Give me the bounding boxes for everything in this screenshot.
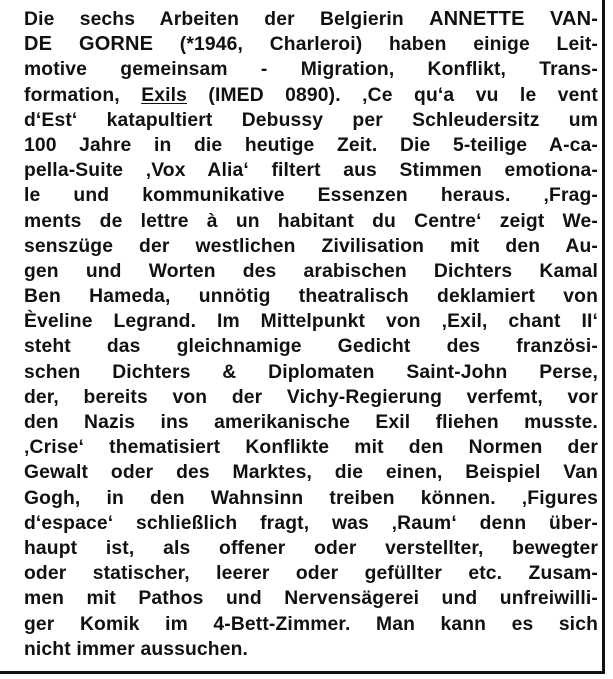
text-line-11: gen und Worten des arabischen Dichters Kamal (24, 260, 598, 282)
text-line-8: le und kommunikative Essenzen heraus. ‚Frag- (24, 185, 598, 207)
text-line-5: d‘Est‘ katapultiert Debussy per Schleudersitz um (24, 109, 598, 131)
composer-name-cont: DE GORNE (24, 33, 154, 56)
text-line-19: Gewalt oder des Marktes, die einen, Beispiel Van (24, 462, 598, 484)
catalog-number: (IMED 0890). ‚Ce qu‘a vu le vent (208, 84, 598, 106)
text-line-2 (24, 32, 598, 57)
text-line-24: men mit Pathos und Nervensägerei und unfreiwilli- (24, 588, 598, 610)
text-line-20: Gogh, in den Wahnsinn treiben können. ‚Figures (24, 487, 598, 509)
text-line-18: ‚Crise‘ thematisiert Konflikte mit den Normen der (24, 437, 598, 459)
text-line-13: Èveline Legrand. Im Mittelpunkt von ‚Exil, chant II‘ (24, 311, 598, 333)
text-line-3: motive gemeinsam - Migration, Konflikt, Trans- (24, 59, 598, 81)
composer-details: (*1946, Charleroi) haben einige Leit- (179, 34, 598, 56)
text-line-15: schen Dichters & Diplomaten Saint-John Perse, (24, 361, 598, 383)
composer-name: ANNETTE VAN- (429, 8, 599, 30)
text-line-4 (24, 83, 598, 108)
text-line-17: den Nazis ins amerikanische Exil fliehen musste. (24, 412, 598, 433)
text-line-14: steht das gleichnamige Gedicht des französi- (24, 336, 598, 358)
text-line-23: oder statischer, leerer oder gefüllter etc. Zusam- (24, 563, 598, 585)
intro-text: Die sechs Arbeiten der Belgierin (24, 9, 404, 30)
text-line-25: ger Komik im 4-Bett-Zimmer. Man kann es sich (24, 613, 598, 635)
text-line-1 (24, 7, 598, 32)
album-title: Exils (141, 84, 187, 106)
text-line-7: pella-Suite ‚Vox Alia‘ filtert aus Stimmen emotiona- (24, 160, 598, 182)
text-segment: formation, (24, 84, 120, 106)
text-line-9: ments de lettre à un habitant du Centre‘ zeigt We- (24, 210, 598, 232)
text-line-21: d‘espace‘ schließlich fragt, was ‚Raum‘ denn über- (24, 512, 598, 534)
review-text (24, 7, 598, 662)
text-line-22: haupt ist, als offener oder verstellter, bewegter (24, 537, 598, 559)
text-line-26: nicht immer aussuchen. (24, 638, 249, 660)
text-line-6: 100 Jahre in die heutige Zeit. Die 5-teilige A-ca- (24, 134, 598, 156)
text-line-16: der, bereits von der Vichy-Regierung verfemt, vor (24, 386, 598, 408)
text-line-12: Ben Hameda, unnötig theatralisch deklamiert von (24, 286, 598, 308)
text-line-10: senszüge der westlichen Zivilisation mit den Au- (24, 235, 598, 257)
